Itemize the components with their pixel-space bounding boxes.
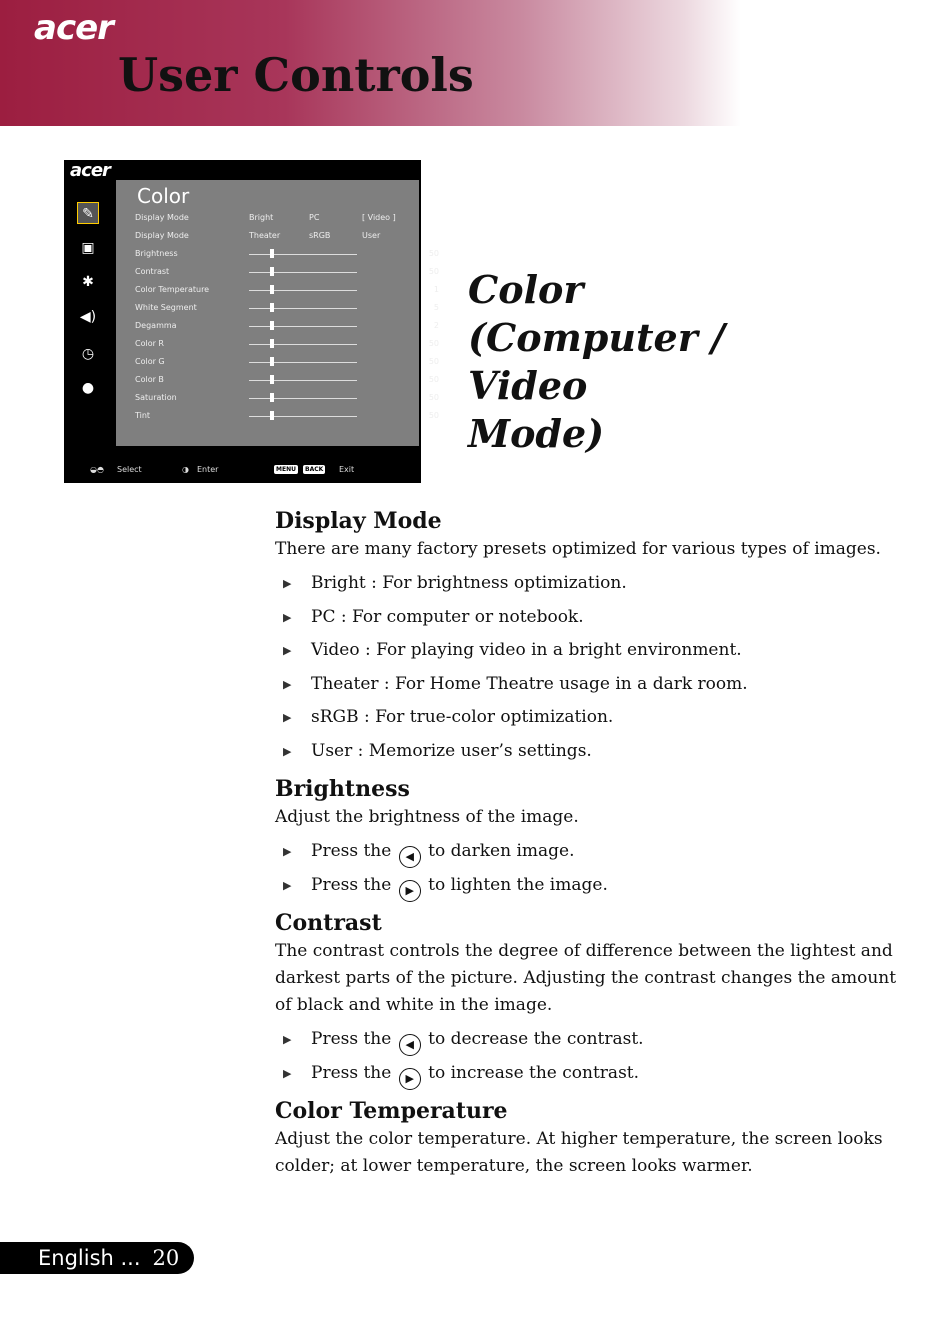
bullet-arrow-icon: ▶ bbox=[283, 677, 292, 691]
osd-display-mode-row: Display Mode Bright PC [ Video ] bbox=[135, 213, 396, 222]
slider-knob bbox=[270, 339, 274, 348]
list-item: ▶ Press the ▶ to lighten the image. bbox=[275, 869, 910, 903]
osd-slider-row: Saturation 50 bbox=[135, 393, 439, 402]
brand-logo: acer bbox=[34, 8, 113, 48]
osd-screenshot bbox=[64, 160, 439, 483]
brightness-heading: Brightness bbox=[275, 776, 410, 802]
section-side-heading: Color (Computer / Video Mode) bbox=[468, 267, 725, 456]
brightness-intro: Adjust the brightness of the image. bbox=[275, 807, 579, 827]
osd-logo: acer bbox=[70, 160, 110, 181]
contrast-intro: The contrast controls the degree of difference between the lightest and darkest parts of the picture. Adjusting the contrast changes the amount of black and white in the image. bbox=[275, 941, 897, 1015]
slider-knob bbox=[270, 321, 274, 330]
bullet-arrow-icon: ▶ bbox=[283, 577, 292, 590]
bullet-arrow-icon: ▶ bbox=[283, 878, 292, 892]
bullet-arrow-icon: ▶ bbox=[283, 1066, 292, 1080]
osd-slider-row: Tint 50 bbox=[135, 411, 439, 420]
osd-footer: ◒◓ Select ◑ Enter MENU BACK Exit bbox=[90, 465, 355, 474]
osd-display-mode-row: Display Mode Theater sRGB User bbox=[135, 231, 381, 240]
enter-icon: ◑ bbox=[182, 465, 189, 474]
timer-icon: ◷ bbox=[81, 346, 95, 362]
setup-icon: ✱ bbox=[82, 274, 94, 290]
page-title: User Controls bbox=[118, 48, 474, 102]
osd-slider-row: Color Temperature 1 bbox=[135, 285, 439, 294]
slider-knob bbox=[270, 285, 274, 294]
picture-icon: ▣ bbox=[81, 240, 95, 256]
left-arrow-icon: ◀ bbox=[399, 1034, 421, 1056]
list-item: ▶ PC : For computer or notebook. bbox=[275, 601, 910, 635]
display-mode-heading: Display Mode bbox=[275, 508, 442, 534]
slider-knob bbox=[270, 303, 274, 312]
list-item: ▶ Press the ◀ to darken image. bbox=[275, 835, 910, 869]
display-mode-intro: There are many factory presets optimized for various types of images. bbox=[275, 539, 881, 559]
slider-knob bbox=[270, 411, 274, 420]
osd-slider-row: Brightness 50 bbox=[135, 249, 439, 258]
contrast-list bbox=[275, 1023, 910, 1090]
osd-slider-row: Degamma 2 bbox=[135, 321, 439, 330]
bullet-arrow-icon: ▶ bbox=[283, 845, 292, 858]
language-label: English ... bbox=[38, 1246, 141, 1270]
osd-slider-row: Contrast 50 bbox=[135, 267, 439, 276]
audio-icon: ◀) bbox=[79, 309, 97, 325]
header-band bbox=[0, 0, 950, 126]
osd-slider-row: Color G 50 bbox=[135, 357, 439, 366]
osd-slider-row: Color B 50 bbox=[135, 375, 439, 384]
brightness-list bbox=[275, 835, 910, 902]
osd-slider-row: Color R 50 bbox=[135, 339, 439, 348]
left-arrow-icon: ◀ bbox=[399, 846, 421, 868]
palette-icon: ✎ bbox=[77, 202, 99, 224]
osd-slider-row: White Segment 5 bbox=[135, 303, 439, 312]
page-number: 20 bbox=[152, 1246, 180, 1270]
language-icon: ● bbox=[81, 380, 95, 396]
slider-knob bbox=[270, 375, 274, 384]
main-content bbox=[275, 500, 910, 1180]
bullet-arrow-icon: ▶ bbox=[283, 644, 292, 657]
list-item: ▶ User : Memorize user’s settings. bbox=[275, 735, 910, 769]
list-item: ▶ Theater : For Home Theatre usage in a dark room. bbox=[275, 668, 910, 702]
contrast-heading: Contrast bbox=[275, 910, 382, 936]
list-item: ▶ Press the ▶ to increase the contrast. bbox=[275, 1057, 910, 1091]
bullet-arrow-icon: ▶ bbox=[283, 610, 292, 624]
list-item: ▶ Press the ◀ to decrease the contrast. bbox=[275, 1023, 910, 1057]
list-item: ▶ Video : For playing video in a bright environment. bbox=[275, 634, 910, 668]
page-footer-tab bbox=[0, 1242, 194, 1274]
color-temperature-intro: Adjust the color temperature. At higher temperature, the screen looks colder; at lower temperature, the screen looks warmer. bbox=[275, 1129, 883, 1176]
slider-knob bbox=[270, 267, 274, 276]
bullet-arrow-icon: ▶ bbox=[283, 744, 292, 758]
color-temperature-heading: Color Temperature bbox=[275, 1098, 508, 1124]
bullet-arrow-icon: ▶ bbox=[283, 711, 292, 724]
slider-knob bbox=[270, 249, 274, 258]
osd-panel-title: Color bbox=[137, 184, 190, 208]
display-mode-list bbox=[275, 567, 910, 768]
right-arrow-icon: ▶ bbox=[399, 1068, 421, 1090]
list-item: ▶ sRGB : For true-color optimization. bbox=[275, 701, 910, 735]
right-arrow-icon: ▶ bbox=[399, 880, 421, 902]
list-item: ▶ Bright : For brightness optimization. bbox=[275, 567, 910, 601]
slider-knob bbox=[270, 357, 274, 366]
up-down-icon: ◒◓ bbox=[90, 465, 104, 474]
slider-knob bbox=[270, 393, 274, 402]
bullet-arrow-icon: ▶ bbox=[283, 1033, 292, 1046]
